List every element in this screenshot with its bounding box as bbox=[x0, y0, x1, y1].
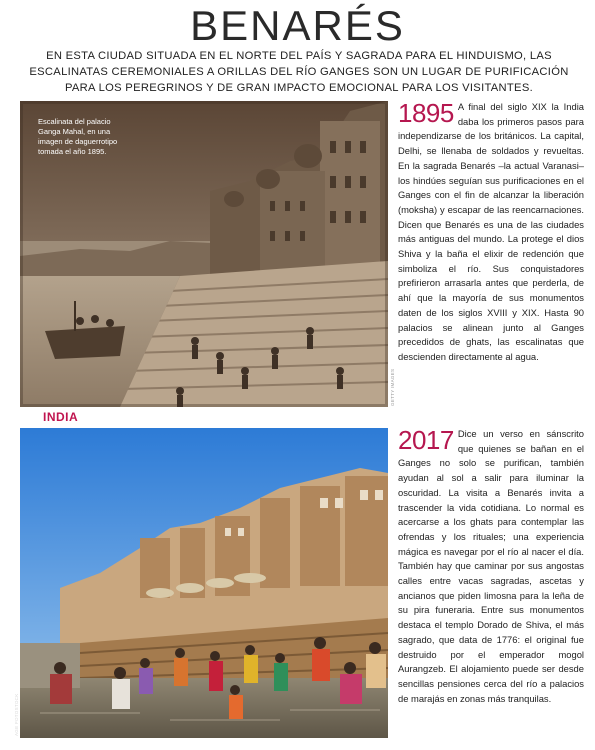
page-title: BENARÉS bbox=[190, 2, 405, 49]
photo-caption: Escalinata del palacio Ganga Mahal, en una imagen de daguerrotipo tomada el año 1895. bbox=[38, 117, 118, 156]
photo-credit-2017: AGE FOTOSTOCK bbox=[14, 693, 19, 736]
intro-text: EN ESTA CIUDAD SITUADA EN EL NORTE DEL PAÍS Y SAGRADA PARA EL HINDUISMO, LAS ESCALINATAS CEREMONIALES A ORILLAS DEL RÍO GANGES SON UN LUGAR DE PURIFICACIÓN PARA LOS PEREGRINOS Y DE GRAN IMPACTO EMOCIONAL PARA LOS VISITANTES. bbox=[29, 50, 569, 94]
year-1895: 1895 bbox=[398, 98, 454, 128]
year-2017: 2017 bbox=[398, 425, 454, 455]
article-2017 bbox=[398, 427, 584, 706]
article-1895-text: A final del siglo XIX la India daba los primeros pasos para independizarse de los británicos. La capital, Delhi, se llenaba de soldados y revueltas. En la sagrada Benarés –la actual Varanasi– los hindúes seguían sus purificaciones en el Ganges con el fin de alcanzar la liberación (moksha) y escapar de las reencarnaciones. Dicen que Benarés es una de las ciudades más antiguas del mundo. La protege el dios Shiva y la baña el elixir de redención que simboliza el río. Sus conquistadores prefirieron arrasarla antes que perderla, de ahí que la mayoría de sus monumentos daten de los siglos XVIII y XIX. Hasta 90 palacios se alinean junto al Ganges precedidos de ghats, las escalinatas que descienden directamente al agua. bbox=[398, 101, 584, 362]
photo-credit-1895: GETTY IMAGES bbox=[390, 368, 395, 406]
article-2017-text: Dice un verso en sánscrito que quienes se bañan en el Ganges no solo se purifican, también ayudan al sol a salir para iluminar la oscuridad. La visita a Benarés invita a trascender la vida cotidiana. Lo normal es acercarse a los ghats para contemplar las ofrendas y los rituales; una experiencia mágica es navegar por el río al nacer el día. También hay que caminar por sus angostas calles entre vacas sagradas, ascetas y ancianos que piden limosna para la leña de su pira funeraria. Entre sus monumentos destaca el templo Dorado de Shiva, el más sagrado, que data de 1776: el original fue destruido por el emperador mogol Aurangzeb. El alojamiento puede ser desde sencillas pensiones cerca del río a palacios de marajás en zonas más tranquilas. bbox=[398, 428, 584, 704]
section-label: INDIA bbox=[43, 410, 79, 424]
article-1895 bbox=[398, 100, 584, 365]
photo-2017-ghat bbox=[20, 428, 388, 738]
